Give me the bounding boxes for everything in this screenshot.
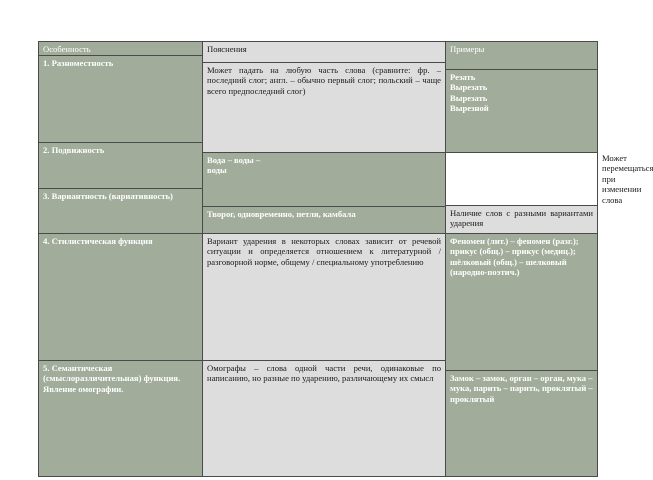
row5-examples: Замок – замок, орган – орган, мука – мука, парить – парить, проклятый – проклятый <box>446 371 598 477</box>
row2-feature: 2. Подвижность <box>39 143 203 189</box>
row1-feature: 1. Разноместность <box>39 56 203 143</box>
header-feature: Особенность <box>39 42 203 56</box>
header-row <box>39 42 598 56</box>
row4-examples: Феномен (лит.) – феномен (разг.); прикус (общ.) – прикус (медиц.); шёлковый (общ.) – шелковый (народно-поэтич.) <box>446 234 598 371</box>
row4-explanation: Вариант ударения в некоторых словах зависит от речевой ситуации и определяется отношением к литературной / разговорной норме, общему / специальному употреблению <box>203 234 446 361</box>
row5-explanation: Омографы – слова одной части речи, одинаковые по написанию, но разные по ударению, различающему их смысл <box>203 361 446 477</box>
row4-feature: 4. Стилистическая функция <box>39 234 203 361</box>
spacer-row <box>39 234 598 235</box>
row1-examples: Резать Вырезать Вырезать Вырезной <box>446 70 598 153</box>
row3-examples: Творог, одновременно, петля, камбала <box>203 207 446 234</box>
row5-feature: 5. Семантическая (смыслоразличительная) функция. Явление омографии. <box>39 361 203 477</box>
row1-explanation: Может падать на любую часть слова (сравните: фр. – последний слог; англ. – обычно первый слог; польский – чаще всего предпоследний слог) <box>203 63 446 153</box>
row3-feature: 3. Вариантность (вариативность) <box>39 188 203 234</box>
row3-explanation: Наличие слов с разными вариантами ударения <box>446 206 598 234</box>
header-explanation: Пояснения <box>203 42 446 63</box>
row2-examples: Вода – воды – воды <box>203 153 446 207</box>
spacer-row: Может перемещаться при изменении слова <box>602 153 653 205</box>
header-examples: Примеры <box>446 42 598 70</box>
stress-features-table <box>38 41 653 477</box>
